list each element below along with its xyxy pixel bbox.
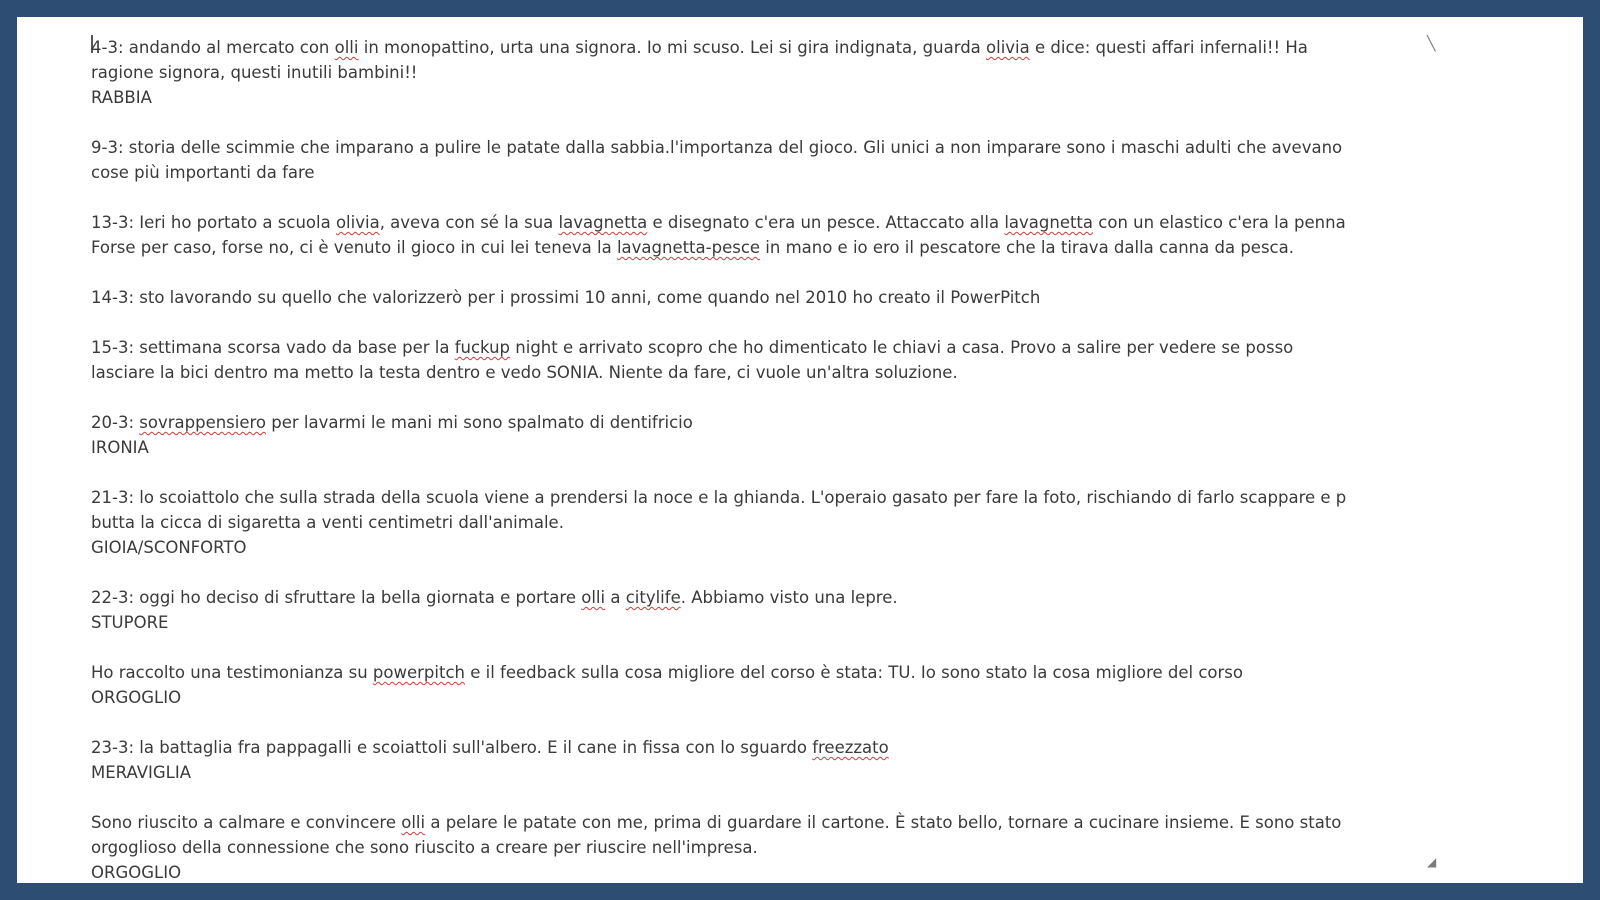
misspelled-word[interactable]: citylife — [625, 588, 681, 607]
journal-entry — [91, 210, 1471, 260]
text-segment: 22-3: oggi ho deciso di sfruttare la bella giornata e portare — [91, 588, 582, 607]
misspelled-word[interactable]: olli — [401, 813, 426, 832]
text-segment: night e arrivato scopro che ho dimenticato le chiavi a casa. Provo a salire per vedere se posso — [510, 338, 1294, 357]
misspelled-word[interactable]: olli — [581, 588, 606, 607]
text-line — [91, 735, 1471, 760]
text-segment: per lavarmi le mani mi sono spalmato di dentifricio — [266, 413, 693, 432]
text-line — [91, 85, 1471, 110]
text-segment: a — [605, 588, 626, 607]
text-segment: 14-3: sto lavorando su quello che valorizzerò per i prossimi 10 anni, come quando nel 2010 ho creato il PowerPitch — [91, 288, 1041, 307]
text-line — [91, 810, 1471, 835]
text-line — [91, 685, 1471, 710]
text-line — [91, 285, 1471, 310]
journal-entry — [91, 585, 1471, 635]
text-segment: Ho raccolto una testimonianza su — [91, 663, 373, 682]
journal-entry — [91, 735, 1471, 785]
text-line — [91, 235, 1471, 260]
journal-entry — [91, 660, 1471, 710]
text-line — [91, 585, 1471, 610]
resize-grip-icon[interactable]: ◢ — [1427, 855, 1437, 869]
misspelled-word[interactable]: lavagnetta — [1004, 213, 1094, 232]
misspelled-word[interactable]: fuckup — [454, 338, 511, 357]
text-segment: e il feedback sulla cosa migliore del corso è stata: TU. Io sono stato la cosa migliore del corso — [464, 663, 1243, 682]
text-segment: . Abbiamo visto una lepre. — [680, 588, 898, 607]
text-segment: Sono riuscito a calmare e convincere — [91, 813, 402, 832]
text-line — [91, 510, 1471, 535]
text-segment: e dice: questi affari infernali!! Ha — [1029, 38, 1308, 57]
text-line — [91, 35, 1471, 60]
text-segment: 9-3: storia delle scimmie che imparano a pulire le patate dalla sabbia.l'importanza del gioco. Gli unici a non imparare sono i maschi adulti che avevano — [91, 138, 1343, 157]
text-line — [91, 210, 1471, 235]
misspelled-word[interactable]: lavagnetta — [558, 213, 648, 232]
text-segment: 13-3: Ieri ho portato a scuola — [91, 213, 336, 232]
text-segment: con un elastico c'era la penna — [1093, 213, 1346, 232]
text-segment: in monopattino, urta una signora. Io mi scuso. Lei si gira indignata, guarda — [358, 38, 987, 57]
text-line — [91, 535, 1471, 560]
misspelled-word[interactable]: olli — [334, 38, 359, 57]
text-line — [91, 660, 1471, 685]
text-segment: GIOIA/SCONFORTO — [91, 538, 247, 557]
text-line — [91, 410, 1471, 435]
text-line — [91, 60, 1471, 85]
text-segment: in mano e io ero il pescatore che la tirava dalla canna da pesca. — [760, 238, 1294, 257]
text-segment: 15-3: settimana scorsa vado da base per la — [91, 338, 455, 357]
misspelled-word[interactable]: olivia — [986, 38, 1030, 57]
journal-entry — [91, 35, 1471, 110]
text-segment: 20-3: — [91, 413, 140, 432]
text-segment: IRONIA — [91, 438, 149, 457]
text-line — [91, 435, 1471, 460]
misspelled-word[interactable]: powerpitch — [372, 663, 465, 682]
text-segment: STUPORE — [91, 613, 169, 632]
text-segment: ORGOGLIO — [91, 863, 182, 882]
journal-entry — [91, 410, 1471, 460]
text-line — [91, 160, 1471, 185]
text-line — [91, 485, 1471, 510]
text-segment: cose più importanti da fare — [91, 163, 315, 182]
journal-entry — [91, 335, 1471, 385]
text-segment: Forse per caso, forse no, ci è venuto il gioco in cui lei teneva la — [91, 238, 617, 257]
journal-entry — [91, 485, 1471, 560]
text-segment: , aveva con sé la sua — [379, 213, 559, 232]
text-line — [91, 335, 1471, 360]
text-segment: ORGOGLIO — [91, 688, 182, 707]
text-segment: orgoglioso della connessione che sono riuscito a creare per riuscire nell'impresa. — [91, 838, 758, 857]
text-segment: butta la cicca di sigaretta a venti centimetri dall'animale. — [91, 513, 564, 532]
text-segment: 23-3: la battaglia fra pappagalli e scoiattoli sull'albero. E il cane in fissa con lo sguardo — [91, 738, 813, 757]
resize-corner-icon[interactable]: ╲ — [1427, 36, 1436, 52]
text-segment: RABBIA — [91, 88, 152, 107]
text-line — [91, 610, 1471, 635]
journal-entry — [91, 810, 1471, 882]
text-line — [91, 760, 1471, 785]
journal-entry — [91, 285, 1471, 310]
misspelled-word[interactable]: lavagnetta-pesce — [616, 238, 761, 257]
text-line — [91, 360, 1471, 385]
text-segment: MERAVIGLIA — [91, 763, 191, 782]
text-line — [91, 835, 1471, 860]
misspelled-word[interactable]: olivia — [335, 213, 380, 232]
text-segment: 4-3: andando al mercato con — [91, 38, 335, 57]
document-page — [17, 17, 1583, 883]
text-line — [91, 860, 1471, 882]
text-segment: a pelare le patate con me, prima di guardare il cartone. È stato bello, tornare a cucinare insieme. E sono stato — [425, 813, 1342, 832]
misspelled-word[interactable]: sovrappensiero — [139, 413, 267, 432]
text-segment: lasciare la bici dentro ma metto la testa dentro e vedo SONIA. Niente da fare, ci vuole un'altra soluzione. — [91, 363, 958, 382]
text-segment: e disegnato c'era un pesce. Attaccato alla — [647, 213, 1005, 232]
misspelled-word[interactable]: freezzato — [812, 738, 889, 757]
journal-entry — [91, 135, 1471, 185]
text-segment: ragione signora, questi inutili bambini!! — [91, 63, 418, 82]
text-line — [91, 135, 1471, 160]
document-body[interactable] — [91, 35, 1471, 897]
text-segment: 21-3: lo scoiattolo che sulla strada della scuola viene a prendersi la noce e la ghianda. L'operaio gasato per fare la foto, rischiando di farlo scappare e p — [91, 488, 1347, 507]
